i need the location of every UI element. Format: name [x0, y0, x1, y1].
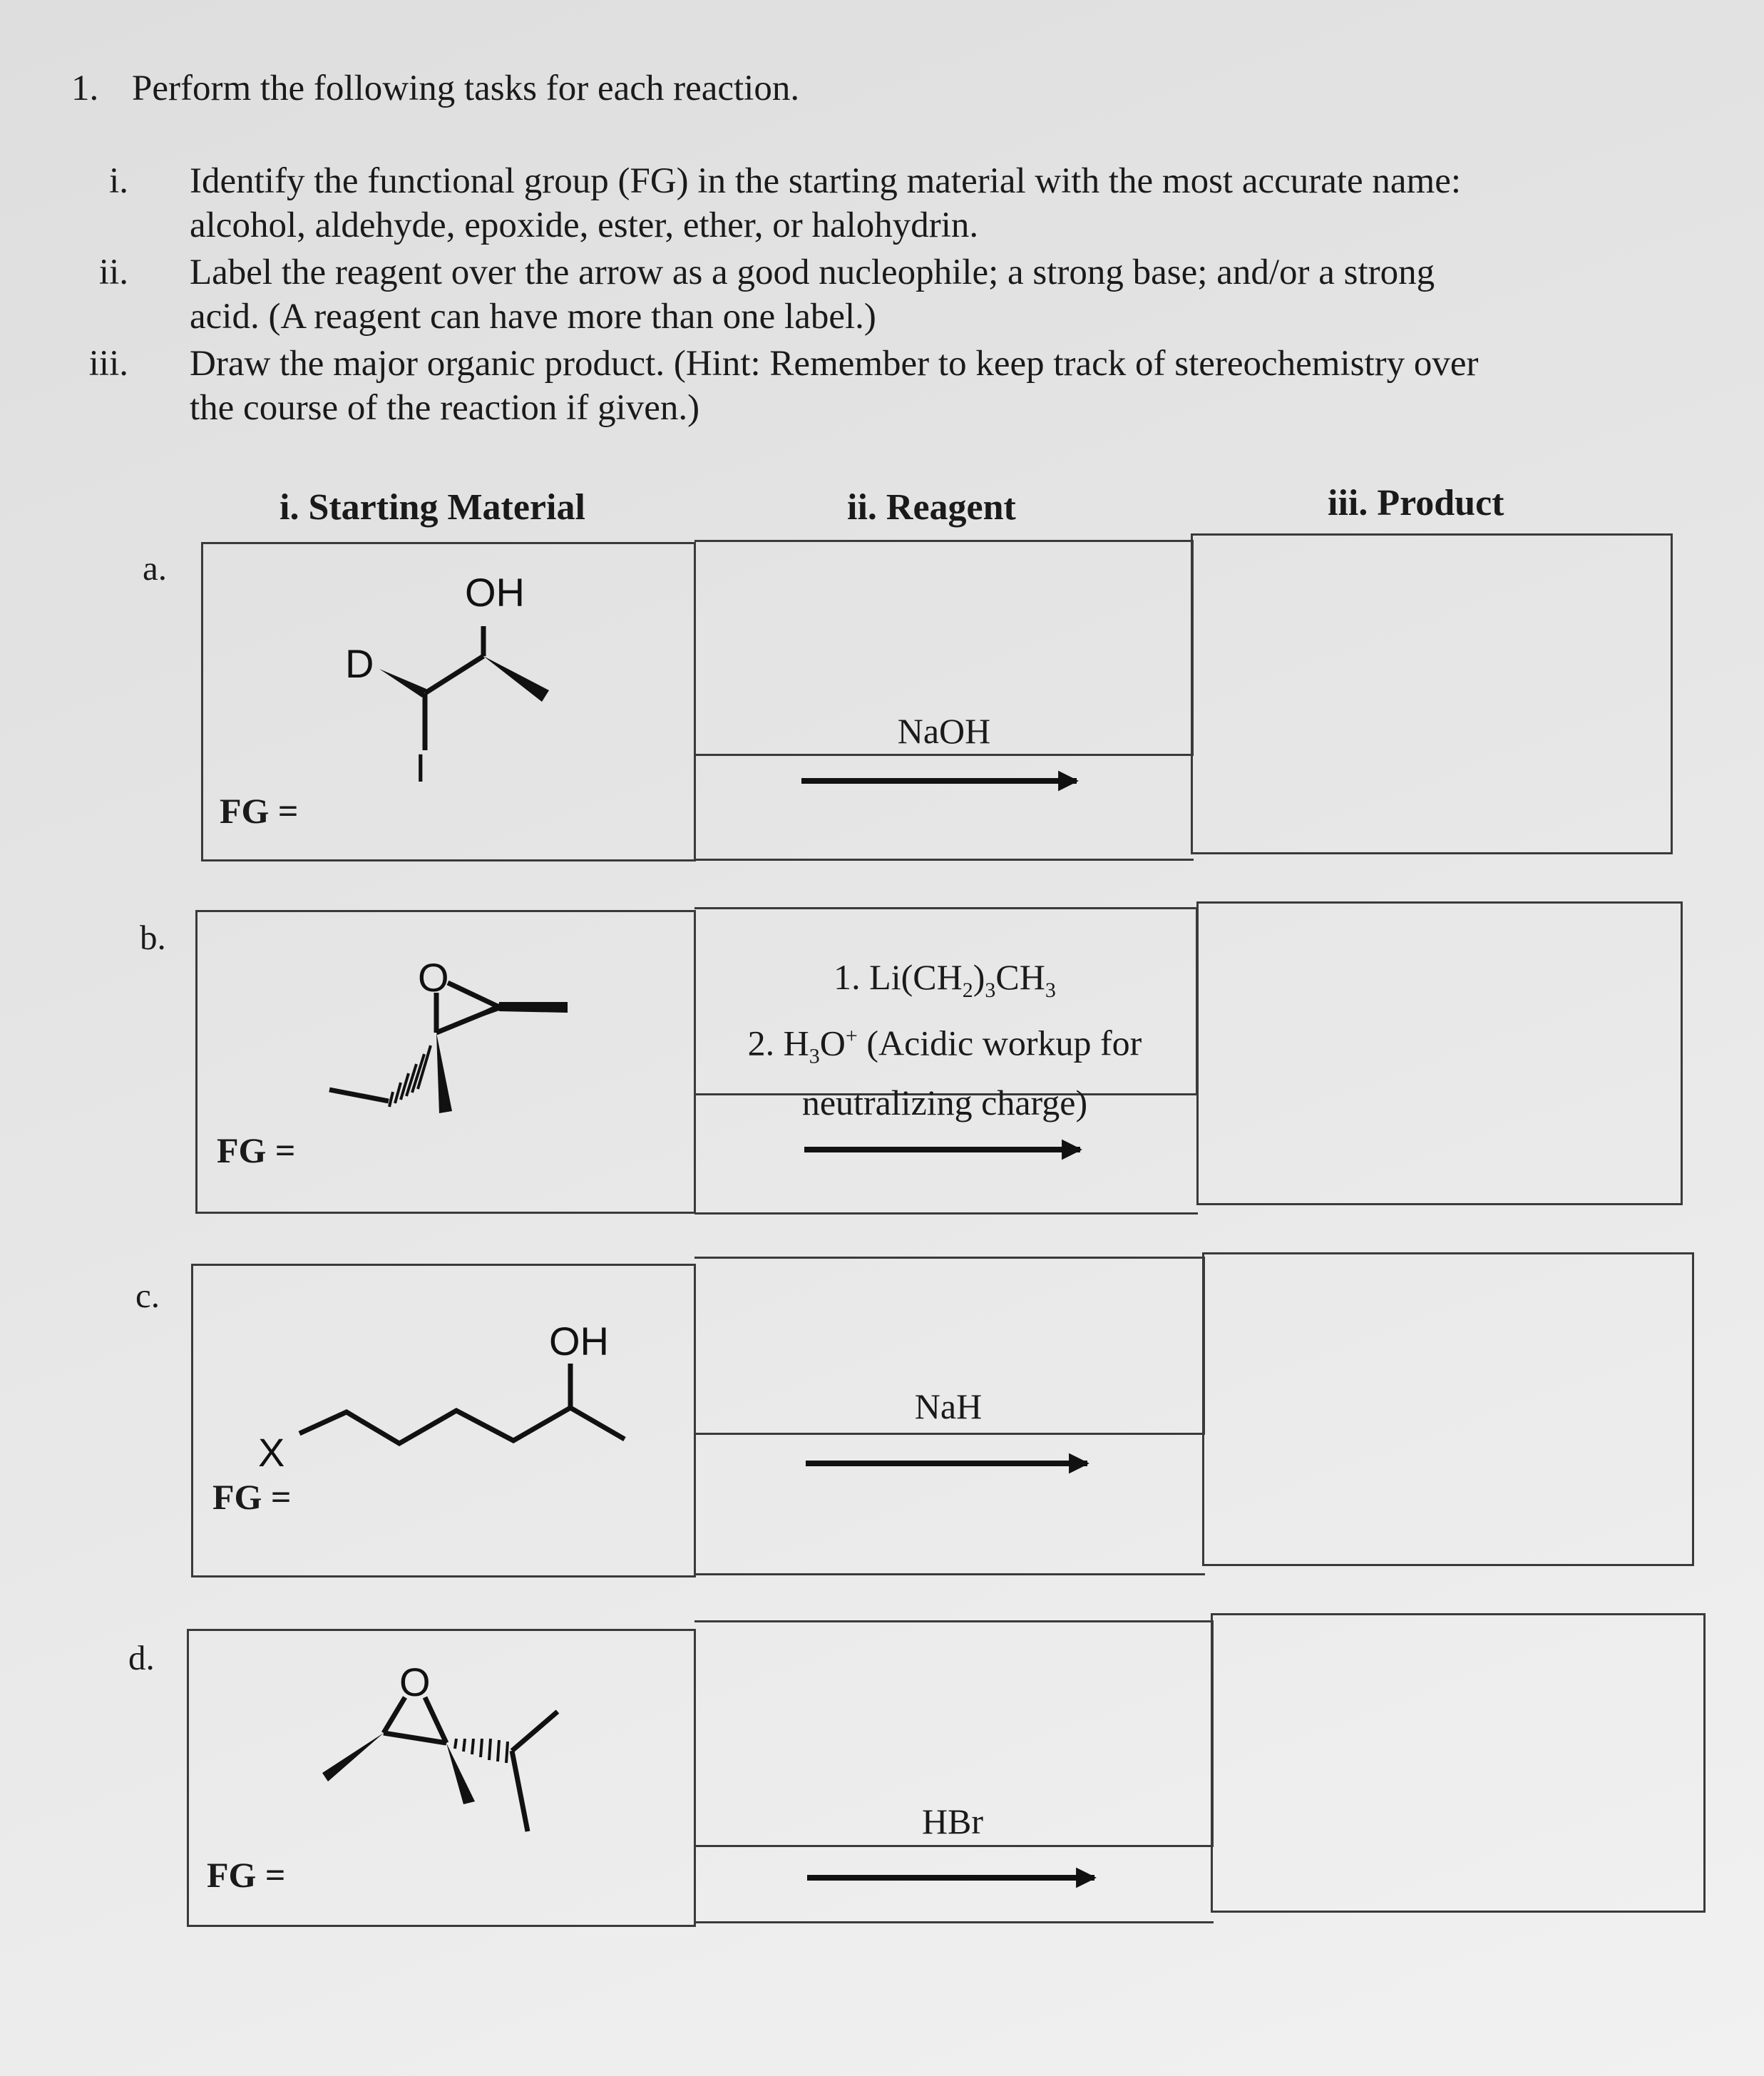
atom-b-o: O	[418, 955, 449, 1000]
fg-label-c[interactable]: FG =	[212, 1477, 292, 1517]
reagent-label-a: NaOH	[897, 711, 991, 751]
task-numeral-i: i.	[109, 161, 128, 201]
atom-a-oh: OH	[465, 570, 525, 615]
task-i-line2: alcohol, aldehyde, epoxide, ester, ether, or halohydrin.	[190, 205, 979, 245]
row-letter-a: a.	[143, 548, 167, 588]
task-ii-line2: acid. (A reagent can have more than one label.)	[190, 297, 876, 337]
task-ii-line1: Label the reagent over the arrow as a good nucleophile; a strong base; and/or a strong	[190, 252, 1435, 292]
task-i-line1: Identify the functional group (FG) in the starting material with the most accurate name:	[190, 161, 1462, 201]
reagent-label-d: HBr	[921, 1801, 984, 1841]
header-reagent: ii. Reagent	[847, 487, 1016, 528]
fg-label-a[interactable]: FG =	[220, 791, 299, 831]
molecule-d	[322, 1697, 558, 1831]
molecule-b	[329, 983, 568, 1113]
task-iii-line2: the course of the reaction if given.)	[190, 388, 700, 428]
row-letter-c: c.	[135, 1276, 160, 1315]
task-numeral-iii: iii.	[88, 344, 128, 384]
molecule-c	[299, 1408, 625, 1443]
reagent-b-step1: 1. $Li(CH_2)_3CH_3$	[834, 957, 1056, 1002]
question-number: 1.	[71, 68, 99, 108]
task-numeral-ii: ii.	[98, 252, 128, 292]
row-letter-b: b.	[140, 918, 166, 957]
fg-label-b[interactable]: FG =	[217, 1130, 296, 1170]
header-starting-material: i. Starting Material	[280, 487, 585, 528]
header-product: iii. Product	[1328, 483, 1504, 523]
atom-a-d: D	[345, 641, 374, 686]
atom-d-o: O	[399, 1660, 431, 1704]
reagent-b-step2: 2. $H_3O^+$ (Acidic workup for	[747, 1023, 1142, 1068]
task-iii-line1: Draw the major organic product. (Hint: Remember to keep track of stereochemistry over	[190, 344, 1479, 384]
row-letter-d: d.	[128, 1638, 155, 1677]
fg-label-d[interactable]: FG =	[207, 1855, 286, 1895]
atom-a-i: I	[415, 745, 426, 790]
reagent-label-c: NaH	[914, 1386, 983, 1426]
atom-c-x: X	[258, 1430, 285, 1475]
reagent-b-step2-note: neutralizing charge)	[801, 1082, 1088, 1123]
question-prompt: Perform the following tasks for each reaction.	[132, 68, 800, 108]
molecule-a	[379, 626, 549, 750]
atom-c-oh: OH	[549, 1319, 609, 1364]
